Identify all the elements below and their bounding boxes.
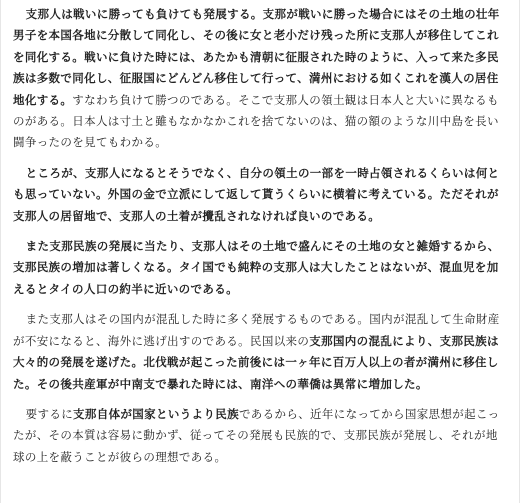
paragraph-4 (13, 309, 509, 395)
paragraph-5-normal-text-b: であるから、近年になってから国家思想が起こったが、その本質は容易に動かず、従ってその発展も民族的で、支那民族が発展し、それが地球の上を蔽うことが彼らの理想である。 (13, 406, 500, 464)
paragraph-5-bold-text: 支那自体が国家というより民族 (73, 406, 239, 421)
paragraph-5 (13, 404, 509, 468)
paragraph-1-bold-text: 支那人は戦いに勝っても負けても発展する。支那が戦いに勝った場合にはその土地の壮年男子を本国各地に分散して同化し、その後に女と老小だけ残った所に支那人が移住してこれを同化する。戦いに負けた時には、あたかも清朝に征服された時のように、入って来た多民族は多数で同化し、征服国にどんどん移住して行って、満州における如くこれを漢人の居住地化する。 (13, 7, 500, 107)
paragraph-1-normal-text: すなわち負けて勝つのである。そこで支那人の領土観は日本人と大いに異なるものがある。日本人は寸土と雖もなかなかこれを捨てないのは、猫の額のような川中島を長い闘争ったのを見てもわかる。 (13, 92, 499, 150)
paragraph-2-bold-text: ところが、支那人になるとそうでなく、自分の領土の一部を一時占領されるくらいは何とも思っていない。外国の金で立派にして返して貰うくらいに横着に考えている。ただそれが支那人の居留地で、支那人の土着が攪乱されなければ良いのである。 (13, 165, 500, 223)
paragraph-5-normal-text-a: 要するに (25, 406, 74, 421)
paragraph-3-bold-text: また支那民族の発展に当たり、支那人はその土地で盛んにその土地の女と雑婚するから、支那民族の増加は著しくなる。タイ国でも純粋の支那人は大したことはないが、混血児を加えるとタイの人口の約半に近いのである。 (13, 239, 500, 296)
paragraph-3 (13, 236, 509, 300)
paragraph-4-bold-text: 支那国内の混乱により、支那民族は大々的の発展を遂げた。北伐戦が起こった前後には一ヶ年に百万人以上の者が満州に移住した。その後共産軍が中南支で暴れた時には、南洋への華僑は異常に増加した。 (13, 333, 499, 391)
paragraph-1 (13, 4, 509, 154)
paragraph-4-normal-text: また支那人はその国内が混乱した時に多く発展するものである。国内が混乱して生命財産が不安になると、海外に逃げ出すのである。民国以来の (13, 312, 500, 348)
paragraph-2 (13, 163, 509, 227)
